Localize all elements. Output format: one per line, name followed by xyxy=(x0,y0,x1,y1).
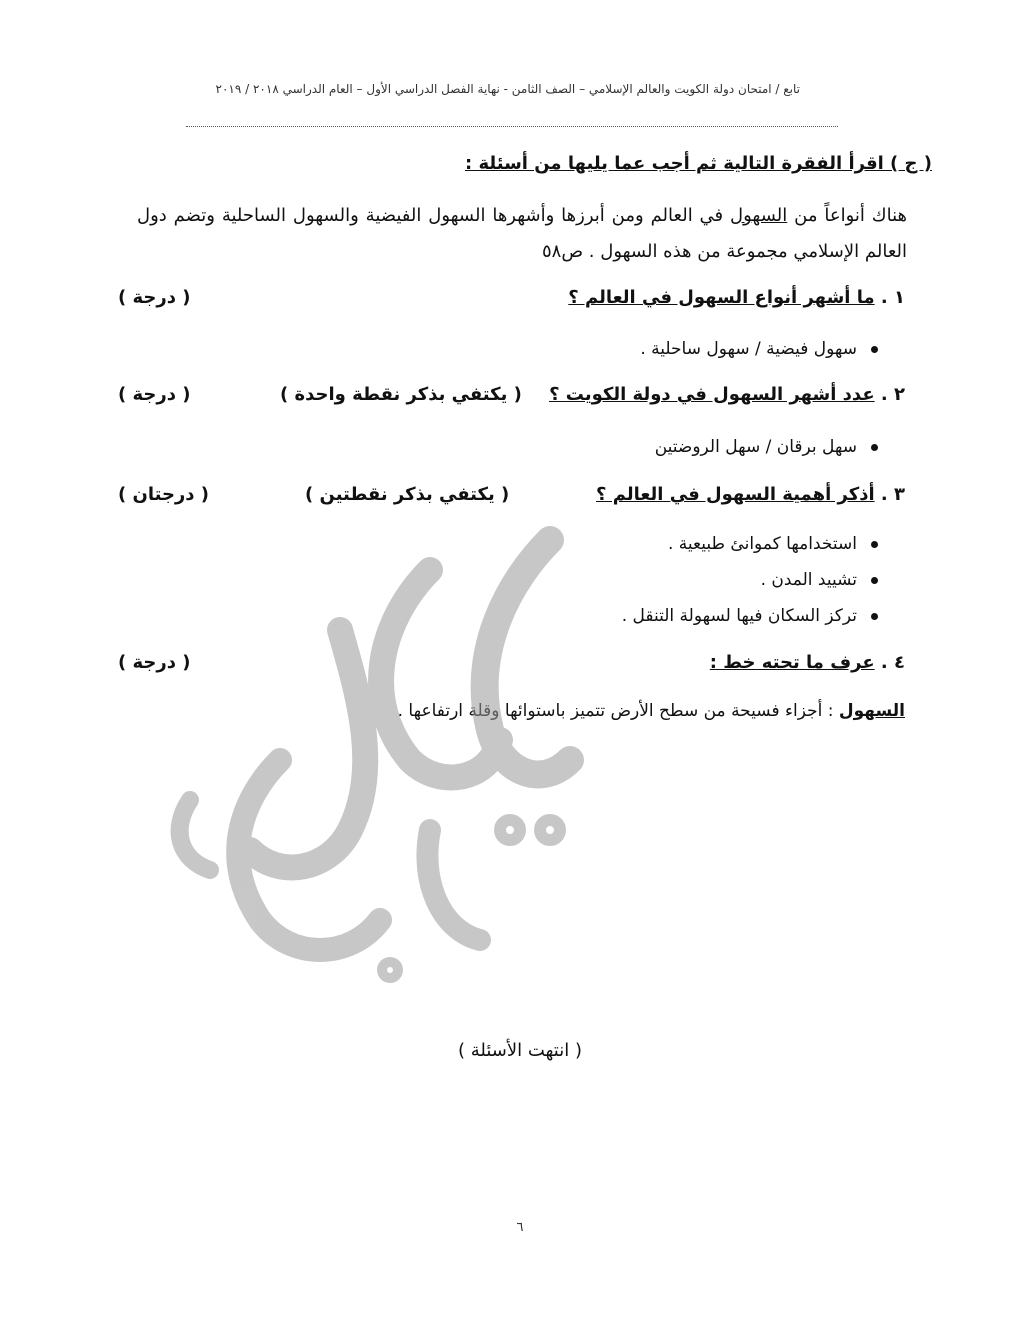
watermark-dot xyxy=(382,962,398,978)
definition-term: السهول xyxy=(838,701,905,721)
question-3-grade: ( درجتان ) xyxy=(118,484,210,505)
answer-key-watermark xyxy=(130,500,650,1020)
header-divider xyxy=(186,126,838,127)
question-3-answer-2 xyxy=(761,570,878,590)
question-1-answer-1 xyxy=(640,339,878,359)
reading-passage xyxy=(137,198,907,270)
answer-text: تشييد المدن . xyxy=(760,570,857,590)
bullet-icon xyxy=(871,444,878,451)
watermark-stroke xyxy=(238,760,380,950)
question-3-text: أذكر أهمية السهول في العالم ؟ xyxy=(596,484,875,505)
bullet-icon xyxy=(871,613,878,620)
watermark-stroke xyxy=(485,540,570,774)
passage-text-after: في العالم ومن أبرزها وأشهرها السهول الفيضية والسهول الساحلية وتضم دول العالم الإسلامي مجموعة من هذه السهول . ص٥٨ xyxy=(137,205,907,262)
question-2-number: ٢ . xyxy=(880,384,905,405)
watermark-dot xyxy=(500,820,520,840)
question-4-text: عرف ما تحته خط : xyxy=(709,652,875,673)
section-title: ( ج ) اقرأ الفقرة التالية ثم أجب عما يليها من أسئلة : xyxy=(465,153,932,174)
question-1-number: ١ . xyxy=(880,287,905,308)
question-3 xyxy=(596,484,905,505)
passage-underlined-word: السهول xyxy=(730,205,788,226)
question-2-text: عدد أشهر السهول في دولة الكويت ؟ xyxy=(549,384,875,405)
end-of-questions-note: ( انتهت الأسئلة ) xyxy=(457,1040,582,1061)
question-1 xyxy=(568,287,905,308)
watermark-dot xyxy=(540,820,560,840)
watermark-stroke xyxy=(381,570,500,777)
question-3-number: ٣ . xyxy=(880,484,905,505)
watermark-stroke xyxy=(180,800,210,870)
question-1-grade: ( درجة ) xyxy=(118,287,191,308)
question-3-answer-3 xyxy=(622,606,878,626)
question-2 xyxy=(549,384,905,405)
question-2-grade: ( درجة ) xyxy=(118,384,191,405)
bullet-icon xyxy=(871,346,878,353)
page-number: ٦ xyxy=(516,1220,524,1235)
answer-text: استخدامها كموانئ طبيعية . xyxy=(667,534,857,554)
question-4 xyxy=(710,652,905,673)
watermark-stroke xyxy=(427,830,480,940)
question-4-grade: ( درجة ) xyxy=(118,652,191,673)
answer-text: تركز السكان فيها لسهولة التنقل . xyxy=(621,606,857,626)
watermark-stroke xyxy=(250,630,365,867)
question-3-answer-1 xyxy=(668,534,878,554)
exam-header-line: تابع / امتحان دولة الكويت والعالم الإسلامي – الصف الثامن - نهاية الفصل الدراسي الأول – العام الدراسي ٢٠١٨ / ٢٠١٩ xyxy=(215,82,800,96)
question-4-definition xyxy=(398,701,905,721)
passage-text-before: هناك أنواعاً من xyxy=(787,205,907,226)
question-1-text: ما أشهر أنواع السهول في العالم ؟ xyxy=(568,287,875,308)
question-2-note: ( يكتفي بذكر نقطة واحدة ) xyxy=(280,384,522,405)
answer-text: سهل برقان / سهل الروضتين xyxy=(654,437,857,457)
bullet-icon xyxy=(871,541,878,548)
definition-text: : أجزاء فسيحة من سطح الأرض تتميز باستوائها وقلة ارتفاعها . xyxy=(397,701,839,721)
question-3-note: ( يكتفي بذكر نقطتين ) xyxy=(305,484,510,505)
question-4-number: ٤ . xyxy=(880,652,905,673)
question-2-answer-1 xyxy=(655,437,878,457)
answer-text: سهول فيضية / سهول ساحلية . xyxy=(640,339,857,359)
bullet-icon xyxy=(871,577,878,584)
watermark-strokes xyxy=(180,540,570,978)
